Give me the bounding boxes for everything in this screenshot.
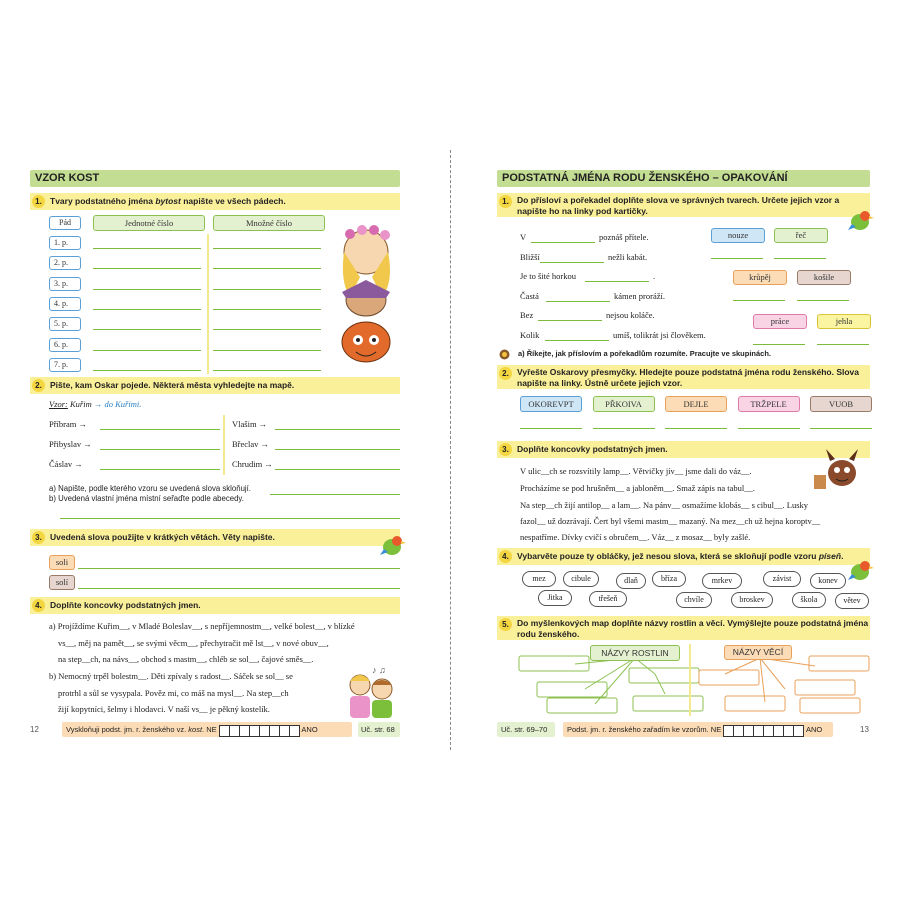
answer-line-plural[interactable]	[213, 289, 321, 290]
answer-line[interactable]	[270, 494, 400, 495]
column-header-case: Pád	[49, 216, 81, 230]
example-source: Kuřim	[70, 399, 92, 409]
column-separator	[207, 234, 209, 374]
exercise-number: 1.	[499, 195, 512, 208]
word-cloud[interactable]: větev	[835, 593, 869, 609]
proverb-start: Bližší	[520, 251, 540, 262]
answer-line-plural[interactable]	[213, 370, 321, 371]
word-cloud[interactable]: broskev	[731, 592, 773, 608]
word-cloud[interactable]: bříza	[652, 571, 686, 587]
answer-line-singular[interactable]	[93, 248, 201, 249]
word-cloud[interactable]: Jitka	[538, 590, 572, 606]
example-label: Vzor:	[49, 399, 68, 409]
case-label: 7. p.	[49, 358, 81, 372]
section-title-left	[30, 170, 400, 187]
case-label: 2. p.	[49, 256, 81, 270]
case-label: 5. p.	[49, 317, 81, 331]
anagram-card: DEJLE	[665, 396, 727, 412]
town-label: Vlašim →	[232, 419, 268, 429]
section-title-text: PODSTATNÁ JMÉNA RODU ŽENSKÉHO – OPAKOVÁNÍ	[502, 172, 788, 184]
exercise-1-left-header	[30, 193, 400, 210]
proverb-start: V	[520, 232, 527, 242]
word-card: krůpěj	[733, 270, 787, 285]
exercise-number: 1.	[32, 195, 45, 208]
answer-line[interactable]	[810, 428, 872, 429]
answer-line[interactable]	[531, 242, 595, 243]
answer-line-singular[interactable]	[93, 289, 201, 290]
exercise-4-right-header	[497, 548, 870, 565]
answer-line[interactable]	[60, 518, 400, 519]
rating-scale[interactable]	[723, 723, 804, 738]
answer-line[interactable]	[753, 344, 805, 345]
case-label: 6. p.	[49, 338, 81, 352]
word-cloud[interactable]: škola	[792, 592, 826, 608]
text-line: na step__ch, na návs__, obchod s mastm__, chléb se sol__, čajové směs__.	[58, 654, 314, 664]
word-cloud[interactable]: chvíle	[676, 592, 712, 608]
footer-text: Podst. jm. r. ženského zařadím ke vzorům. NE	[567, 725, 722, 734]
answer-line[interactable]	[540, 262, 604, 263]
exercise-title: Uvedená slova použijte v krátkých větách. Věty napište.	[50, 532, 275, 542]
answer-line-singular[interactable]	[93, 350, 201, 351]
word-card-soli: soli	[49, 555, 75, 570]
fairy-tale-characters-illustration	[330, 222, 402, 372]
mind-map-things: NÁZVY VĚCÍ	[724, 645, 792, 660]
group-work-icon	[499, 347, 510, 358]
answer-line[interactable]	[520, 428, 582, 429]
text-line: b) Nemocný trpěl bolestm__. Děti zpívaly s radost__. Sáček se sol__ se	[49, 671, 293, 681]
word-card: košile	[797, 270, 851, 285]
column-header-plural: Množné číslo	[213, 215, 325, 231]
word-cloud[interactable]: dlaň	[616, 573, 646, 589]
proverb-end: nejsou koláče.	[606, 310, 655, 320]
answer-line[interactable]	[774, 258, 826, 259]
answer-line[interactable]	[275, 469, 400, 470]
exercise-title: Do přísloví a pořekadel doplňte slova ve správných tvarech. Určete jejich vzor a napište ho na linky pod kartičky.	[517, 195, 840, 216]
text-line: fazol__ už dozrávají. Čert byl všemi mastm__ mazaný. Na mez__ch už hejna koroptv__	[520, 516, 821, 526]
self-assessment-right	[563, 722, 833, 737]
exercise-number: 3.	[499, 443, 512, 456]
answer-line[interactable]	[545, 340, 609, 341]
self-assessment-left	[62, 722, 352, 737]
section-title-text: VZOR KOST	[35, 172, 100, 184]
word-card: řeč	[774, 228, 828, 243]
answer-line[interactable]	[78, 568, 400, 569]
proverb-start: Je to šité horkou	[520, 271, 576, 281]
exercise-number: 2.	[32, 379, 45, 392]
exercise-5-right-header	[497, 616, 870, 640]
answer-line[interactable]	[665, 428, 727, 429]
exercise-number: 5.	[499, 618, 512, 631]
word-cloud[interactable]: cibule	[563, 571, 599, 587]
exercise-title: Tvary podstatného jména	[50, 196, 156, 206]
exercise-title: Pište, kam Oskar pojede. Některá města vyhledejte na mapě.	[50, 380, 295, 390]
answer-line[interactable]	[100, 449, 220, 450]
text-line: Procházíme se pod hrušněm__ a jabloněm__. Smaž zápis na tabul__.	[520, 483, 755, 493]
proverb-end: umíš, tolikrát jsi člověkem.	[613, 329, 706, 340]
proverb-start: Kolik	[520, 329, 540, 340]
parrot-icon	[380, 533, 406, 557]
anagram-card: VUOB	[810, 396, 872, 412]
word-card: nouze	[711, 228, 765, 243]
rating-scale[interactable]	[219, 723, 300, 738]
town-label: Břeclav →	[232, 439, 270, 449]
answer-line-plural[interactable]	[213, 248, 321, 249]
anagram-card: TRŽPELE	[738, 396, 800, 412]
proverb-end: poznáš přítele.	[599, 232, 649, 242]
town-label: Čáslav →	[49, 459, 83, 469]
answer-line[interactable]	[797, 300, 849, 301]
exercise-title: Vyřešte Oskarovy přesmyčky. Hledejte pouze podstatná jména rodu ženského. Slova napište na linky. Ústně určete jejich vzor.	[517, 367, 860, 388]
answer-line[interactable]	[546, 301, 610, 302]
exercise-title-word: bytost	[155, 196, 181, 206]
text-line: žijí kopytníci, šelmy i hlodavci. V naší vs__ je pěkný kostelík.	[58, 704, 270, 714]
exercise-2-left-header	[30, 377, 400, 394]
case-label: 4. p.	[49, 297, 81, 311]
footer-yes: ANO	[806, 725, 823, 734]
page-number-right: 13	[860, 725, 869, 734]
exercise-title: Doplňte koncovky podstatných jmen.	[50, 600, 201, 610]
case-label: 1. p.	[49, 236, 81, 250]
page-number-left: 12	[30, 725, 39, 734]
proverb-start: Bez	[520, 310, 534, 320]
answer-line-plural[interactable]	[213, 309, 321, 310]
footer-text: . NE	[202, 725, 217, 734]
text-line: a) Projíždíme Kuřim__, v Mladé Boleslav__, s nepříjemnostm__, velké bolest__, v blízké	[49, 621, 355, 631]
parrot-icon	[848, 208, 874, 232]
exercise-1-right-header	[497, 193, 870, 217]
answer-line[interactable]	[817, 344, 869, 345]
word-card: práce	[753, 314, 807, 329]
proverb-start: Častá	[520, 290, 539, 301]
proverb-end: .	[653, 271, 656, 281]
arrow-icon: →	[93, 399, 103, 409]
answer-line[interactable]	[585, 281, 649, 282]
mind-map-plants: NÁZVY ROSTLIN	[590, 645, 680, 661]
answer-line-singular[interactable]	[93, 329, 201, 330]
answer-line-singular[interactable]	[93, 370, 201, 371]
answer-line[interactable]	[275, 429, 400, 430]
exercise-number: 4.	[499, 550, 512, 563]
footer-yes: ANO	[301, 725, 318, 734]
text-line: protrhl a sůl se vysypala. Pověz mi, co máš na mysl__. Na step__ch	[58, 688, 289, 698]
devil-character-illustration	[810, 445, 870, 495]
example-answer: do Kuřimi.	[104, 399, 142, 409]
answer-line[interactable]	[738, 428, 800, 429]
answer-line[interactable]	[733, 300, 785, 301]
town-label: Příbram →	[49, 419, 88, 429]
parrot-icon	[848, 558, 874, 582]
svg-text:♪ ♫: ♪ ♫	[372, 665, 386, 675]
exercise-number: 3.	[32, 531, 45, 544]
exercise-number: 2.	[499, 367, 512, 380]
word-cloud[interactable]: mez	[522, 571, 556, 587]
answer-line[interactable]	[78, 588, 400, 589]
answer-line-plural[interactable]	[213, 350, 321, 351]
exercise-title: napište ve všech pádech.	[180, 196, 286, 206]
answer-line[interactable]	[275, 449, 400, 450]
exercise-number: 4.	[32, 599, 45, 612]
town-label: Přibyslav →	[49, 439, 92, 449]
mind-map-area	[515, 644, 875, 719]
exercise-title: .	[841, 551, 844, 561]
word-card-soli-long: solí	[49, 575, 75, 590]
proverb-end: nežli kabát.	[608, 251, 648, 262]
exercise-3-left-header	[30, 529, 400, 546]
town-label: Chrudim →	[232, 459, 273, 469]
footer-text: Vyskloňuji podst. jm. r. ženského vz.	[66, 725, 189, 734]
task-note: a) Říkejte, jak příslovím a pořekadlům rozumíte. Pracujte ve skupinách.	[518, 349, 772, 358]
word-cloud[interactable]: konev	[810, 573, 846, 589]
exercise-title: Do myšlenkových map doplňte názvy rostlin a věcí. Vymýšlejte pouze podstatná jména rodu ženského.	[517, 618, 869, 639]
column-separator	[223, 415, 225, 475]
page-fold-divider	[450, 150, 451, 750]
exercise-2-right-header	[497, 365, 870, 389]
exercise-title: Vybarvěte pouze ty obláčky, jež nesou slova, která se skloňují podle vzoru	[517, 551, 819, 561]
answer-line-singular[interactable]	[93, 268, 201, 269]
example-line	[49, 399, 141, 409]
case-label: 3. p.	[49, 277, 81, 291]
textbook-reference-left: Uč. str. 68	[358, 722, 400, 737]
section-title-right	[497, 170, 870, 187]
exercise-title-word: píseň	[818, 551, 842, 561]
answer-line-singular[interactable]	[93, 309, 201, 310]
exercise-title: Doplňte koncovky podstatných jmen.	[517, 444, 668, 454]
task-b: b) Uvedená vlastní jména místní seřaďte podle abecedy.	[49, 494, 244, 503]
word-cloud[interactable]: třešeň	[589, 591, 627, 607]
word-card: jehla	[817, 314, 871, 329]
task-a: a) Napište, podle kterého vzoru se uvedená slova skloňují.	[49, 484, 251, 493]
answer-line[interactable]	[538, 320, 602, 321]
column-header-singular: Jednotné číslo	[93, 215, 205, 231]
text-line: nespatříme. Dívky cvičí s obručem__. Váz__ z mosaz__ byly zašlé.	[520, 532, 751, 542]
word-cloud[interactable]: závist	[763, 571, 801, 587]
exercise-4-left-header	[30, 597, 400, 614]
answer-line-plural[interactable]	[213, 329, 321, 330]
text-line: V ulic__ch se rozsvítily lamp__. Větvičky jív__ jsme dali do váz__.	[520, 466, 752, 476]
answer-line-plural[interactable]	[213, 268, 321, 269]
proverb-end: kámen proráží.	[614, 290, 665, 301]
answer-line[interactable]	[100, 429, 220, 430]
answer-line[interactable]	[711, 258, 763, 259]
anagram-card: PŘKOIVA	[593, 396, 655, 412]
answer-line[interactable]	[593, 428, 655, 429]
answer-line[interactable]	[100, 469, 220, 470]
singing-children-illustration	[342, 665, 400, 720]
text-line: vs__, měj na pamět__, se svými věcm__, přechytračit mě lst__, v nové obuv__,	[58, 638, 329, 648]
footer-text-word: kost	[188, 725, 203, 734]
text-line: Na step__ch žijí antilop__ a lam__. Na pánv__ osmažíme klobás__ s cibul__. Lusky	[520, 500, 808, 510]
word-cloud[interactable]: mrkev	[702, 573, 742, 589]
anagram-card: OKOREVPT	[520, 396, 582, 412]
textbook-reference-right: Uč. str. 69–70	[497, 722, 555, 737]
